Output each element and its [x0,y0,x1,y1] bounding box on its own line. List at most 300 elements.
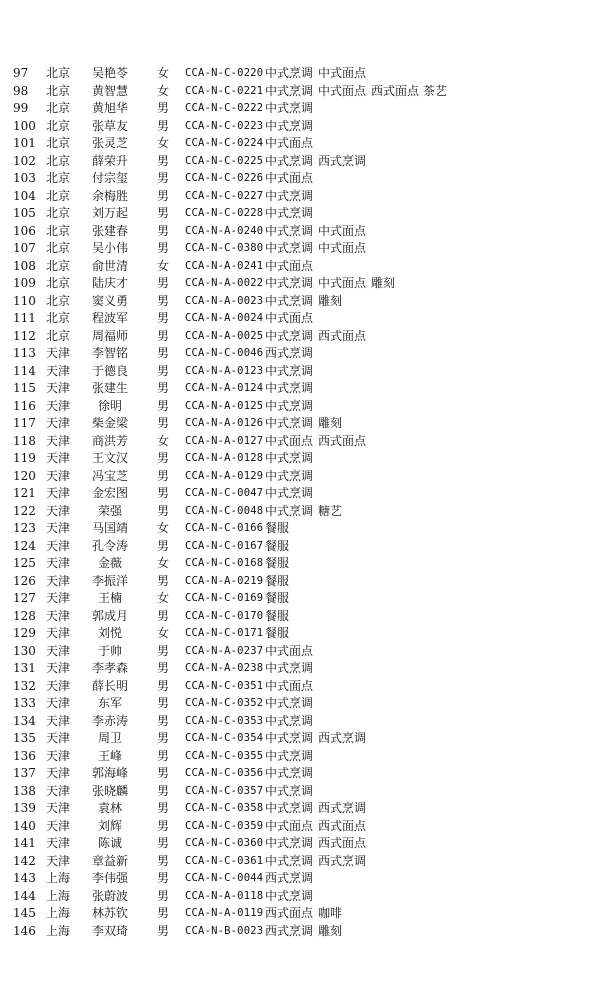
row-skill: 中式烹调 [265,888,314,903]
row-name: 刘辉 [97,818,122,833]
row-skill: 中式烹调 [265,223,314,238]
table-row [0,520,600,538]
row-gender: 男 [157,678,170,693]
row-city: 天津 [46,783,71,798]
row-city: 北京 [46,206,71,220]
row-skill: 西式面点 [318,328,367,343]
row-number: 133 [13,696,36,710]
row-number: 142 [13,853,36,868]
row-number: 99 [13,101,29,115]
row-gender: 男 [157,468,170,483]
table-row [0,888,600,906]
row-certificate-code: CCA-N-A-0127 [185,434,264,447]
row-city: 天津 [46,573,71,588]
row-city: 上海 [46,923,71,938]
row-certificate-code: CCA-N-C-0357 [185,784,264,797]
row-number: 139 [13,801,36,815]
row-certificate-code: CCA-N-C-0226 [185,172,264,184]
row-skill: 中式面点 [265,678,314,693]
row-gender: 男 [157,503,170,518]
table-row [0,380,600,398]
row-number: 120 [13,468,36,483]
row-certificate-code: CCA-N-C-0223 [185,119,264,132]
row-number: 144 [13,888,36,903]
row-certificate-code: CCA-N-C-0358 [185,802,264,814]
row-certificate-code: CCA-N-C-0168 [185,557,264,569]
row-certificate-code: CCA-N-A-0240 [185,224,264,237]
row-skill: 西式烹调 [265,871,314,885]
row-city: 北京 [46,83,71,98]
table-row [0,310,600,328]
row-certificate-code: CCA-N-C-0169 [185,592,264,604]
row-gender: 女 [157,83,170,98]
table-row [0,345,600,363]
row-city: 天津 [46,538,71,553]
row-skill: 中式面点 [318,66,367,80]
row-skill: 西式面点 [318,836,367,850]
row-skill: 中式烹调 [265,381,314,395]
row-number: 124 [13,538,36,553]
row-certificate-code: CCA-N-C-0221 [185,84,264,97]
row-skill: 中式面点 [265,136,314,150]
row-skill: 中式面点 [318,223,367,238]
row-city: 北京 [46,328,71,343]
row-number: 103 [13,171,36,185]
table-row [0,205,600,223]
row-gender: 女 [157,591,170,605]
row-certificate-code: CCA-N-C-0224 [185,137,264,149]
row-skill: 中式烹调 [265,188,314,203]
row-certificate-code: CCA-N-A-0128 [185,452,264,464]
row-gender: 女 [157,521,170,535]
row-city: 北京 [46,293,71,308]
row-city: 天津 [46,416,71,430]
row-skill: 中式烹调 [265,153,314,168]
row-number: 123 [13,521,36,535]
row-certificate-code: CCA-N-C-0170 [185,609,264,622]
table-row [0,783,600,801]
row-name: 李智铭 [91,346,128,360]
row-number: 128 [13,608,36,623]
row-name: 荣强 [97,503,122,518]
row-city: 北京 [46,223,71,238]
table-row [0,625,600,643]
row-skill: 雕刻 [371,276,396,290]
table-row [0,188,600,206]
row-skill: 糖艺 [318,503,343,518]
row-skill: 中式烹调 [265,731,314,745]
row-city: 天津 [46,696,71,710]
row-certificate-code: CCA-N-C-0360 [185,837,264,849]
row-number: 118 [13,433,36,448]
table-row [0,153,600,171]
row-gender: 男 [157,643,170,658]
row-skill: 中式烹调 [265,783,314,798]
table-row [0,503,600,521]
row-skill: 西式面点 [318,818,367,833]
row-city: 天津 [46,801,71,815]
table-row [0,170,600,188]
row-city: 天津 [46,433,71,448]
row-name: 金宏图 [91,486,128,500]
row-gender: 男 [157,276,170,290]
row-gender: 女 [157,136,170,150]
row-skill: 中式烹调 [265,766,314,780]
row-certificate-code: CCA-N-C-0354 [185,732,264,744]
table-row [0,590,600,608]
table-row [0,905,600,923]
row-certificate-code: CCA-N-C-0222 [185,102,264,114]
row-certificate-code: CCA-N-A-0025 [185,329,264,342]
table-row [0,240,600,258]
row-certificate-code: CCA-N-C-0220 [185,67,264,79]
row-gender: 男 [157,363,170,378]
table-row [0,713,600,731]
row-certificate-code: CCA-N-B-0023 [185,924,264,937]
row-skill: 中式面点 [265,171,314,185]
row-skill: 雕刻 [318,416,343,430]
row-name: 郭成月 [91,608,128,623]
row-skill: 中式烹调 [265,206,314,220]
row-skill: 西式烹调 [265,346,314,360]
table-row [0,83,600,101]
row-name: 薛长明 [91,678,128,693]
row-certificate-code: CCA-N-A-0219 [185,574,264,587]
row-gender: 男 [157,416,170,430]
table-row [0,800,600,818]
row-city: 天津 [46,591,71,605]
row-skill: 餐服 [265,573,290,588]
row-gender: 男 [157,573,170,588]
row-name: 李伟强 [91,871,128,885]
row-skill: 西式面点 [371,83,420,98]
row-city: 天津 [46,713,71,728]
row-skill: 中式烹调 [265,661,314,675]
row-gender: 男 [157,153,170,168]
row-city: 上海 [46,906,71,920]
row-name: 柴金梁 [91,416,128,430]
row-number: 129 [13,626,36,640]
row-city: 北京 [46,188,71,203]
row-skill: 西式面点 [265,906,314,920]
row-number: 143 [13,871,36,885]
row-gender: 男 [157,923,170,938]
row-gender: 男 [157,328,170,343]
row-city: 北京 [46,118,71,133]
row-name: 周卫 [97,731,122,745]
row-number: 97 [13,66,29,80]
row-name: 李振洋 [91,573,128,588]
row-number: 134 [13,713,36,728]
row-name: 郭海峰 [91,766,128,780]
row-skill: 中式烹调 [265,503,314,518]
row-city: 天津 [46,503,71,518]
row-skill: 餐服 [265,608,290,623]
table-row [0,765,600,783]
row-number: 132 [13,678,36,693]
row-gender: 男 [157,311,170,325]
row-skill: 中式烹调 [265,468,314,483]
row-skill: 中式烹调 [265,801,314,815]
row-certificate-code: CCA-N-A-0126 [185,417,264,429]
row-skill: 中式面点 [265,818,314,833]
row-city: 天津 [46,381,71,395]
row-skill: 中式烹调 [265,486,314,500]
row-city: 天津 [46,363,71,378]
row-certificate-code: CCA-N-C-0044 [185,872,264,884]
row-name: 吴艳苓 [91,66,128,80]
row-skill: 中式烹调 [265,118,314,133]
row-skill: 中式烹调 [265,276,314,290]
row-gender: 男 [157,451,170,465]
row-skill: 西式面点 [318,433,367,448]
row-gender: 男 [157,538,170,553]
row-skill: 餐服 [265,591,290,605]
table-row [0,853,600,871]
row-number: 100 [13,118,36,133]
row-city: 北京 [46,136,71,150]
row-number: 137 [13,766,36,780]
row-gender: 男 [157,101,170,115]
table-row [0,835,600,853]
row-name: 刘万起 [91,206,128,220]
row-city: 天津 [46,486,71,500]
row-number: 111 [13,311,36,325]
table-row [0,135,600,153]
row-skill: 茶艺 [423,83,448,98]
row-gender: 男 [157,241,170,255]
row-city: 北京 [46,258,71,273]
row-certificate-code: CCA-N-A-0023 [185,294,264,307]
row-certificate-code: CCA-N-C-0047 [185,487,264,499]
row-certificate-code: CCA-N-A-0022 [185,277,264,289]
row-certificate-code: CCA-N-C-0228 [185,207,264,219]
row-number: 101 [13,136,36,150]
row-certificate-code: CCA-N-A-0118 [185,889,264,902]
row-city: 天津 [46,451,71,465]
row-name: 李双琦 [91,923,128,938]
row-gender: 男 [157,871,170,885]
row-city: 天津 [46,398,71,413]
table-row [0,293,600,311]
row-number: 131 [13,661,36,675]
row-certificate-code: CCA-N-C-0355 [185,749,264,762]
row-certificate-code: CCA-N-C-0167 [185,539,264,552]
row-gender: 男 [157,118,170,133]
row-certificate-code: CCA-N-C-0048 [185,504,264,517]
row-number: 102 [13,153,36,168]
row-name: 王楠 [97,591,122,605]
table-row [0,538,600,556]
row-name: 袁林 [97,801,122,815]
row-name: 林苏钦 [91,906,128,920]
table-row [0,643,600,661]
row-gender: 男 [157,486,170,500]
row-number: 109 [13,276,36,290]
row-skill: 中式面点 [318,276,367,290]
row-skill: 雕刻 [318,923,343,938]
table-row [0,100,600,118]
row-gender: 女 [157,258,170,273]
row-skill: 中式烹调 [265,66,314,80]
row-gender: 男 [157,188,170,203]
row-gender: 男 [157,818,170,833]
row-gender: 男 [157,906,170,920]
table-row [0,730,600,748]
row-certificate-code: CCA-N-C-0361 [185,854,264,867]
row-name: 黄智慧 [91,83,128,98]
row-gender: 男 [157,748,170,763]
row-skill: 餐服 [265,626,290,640]
row-gender: 男 [157,783,170,798]
row-certificate-code: CCA-N-A-0129 [185,469,264,482]
table-row [0,398,600,416]
row-name: 刘悦 [97,626,122,640]
row-number: 106 [13,223,36,238]
row-certificate-code: CCA-N-A-0119 [185,907,264,919]
row-skill: 中式烹调 [265,416,314,430]
row-name: 张草友 [91,118,128,133]
row-number: 98 [13,83,29,98]
row-number: 114 [13,363,36,378]
row-name: 张建春 [91,223,128,238]
row-gender: 男 [157,713,170,728]
row-skill: 餐服 [265,521,290,535]
row-skill: 中式烹调 [265,836,314,850]
row-certificate-code: CCA-N-C-0356 [185,767,264,779]
row-gender: 男 [157,661,170,675]
row-name: 冯宝芝 [91,468,128,483]
row-city: 天津 [46,748,71,763]
row-name: 东军 [97,696,122,710]
row-city: 北京 [46,311,71,325]
row-skill: 雕刻 [318,293,343,308]
row-certificate-code: CCA-N-C-0171 [185,627,264,639]
row-name: 周福师 [91,328,128,343]
row-certificate-code: CCA-N-C-0046 [185,347,264,359]
row-gender: 女 [157,66,170,80]
row-gender: 男 [157,766,170,780]
row-gender: 男 [157,836,170,850]
row-number: 113 [13,346,36,360]
row-name: 张蔚波 [91,888,128,903]
row-number: 119 [13,451,36,465]
table-row [0,450,600,468]
row-certificate-code: CCA-N-A-0237 [185,644,264,657]
row-skill: 中式烹调 [265,363,314,378]
row-skill: 餐服 [265,538,290,553]
row-name: 窦义勇 [91,293,128,308]
row-city: 天津 [46,556,71,570]
row-skill: 西式烹调 [265,923,314,938]
row-skill: 咖啡 [318,906,343,920]
row-name: 吴小伟 [91,241,128,255]
row-city: 上海 [46,888,71,903]
row-skill: 中式面点 [265,258,314,273]
row-skill: 中式烹调 [265,83,314,98]
row-gender: 男 [157,608,170,623]
table-row [0,660,600,678]
table-row [0,65,600,83]
row-name: 张灵芝 [91,136,128,150]
row-gender: 男 [157,696,170,710]
row-name: 程波军 [91,311,128,325]
row-city: 天津 [46,468,71,483]
row-certificate-code: CCA-N-C-0359 [185,819,264,832]
table-row [0,923,600,941]
row-name: 张晓麟 [91,783,128,798]
row-skill: 中式烹调 [265,713,314,728]
row-name: 张建生 [91,381,128,395]
row-skill: 中式烹调 [265,853,314,868]
row-number: 104 [13,188,36,203]
row-city: 天津 [46,643,71,658]
row-name: 章益新 [91,853,128,868]
row-gender: 男 [157,801,170,815]
row-certificate-code: CCA-N-A-0124 [185,382,264,394]
row-skill: 西式烹调 [318,801,367,815]
row-certificate-code: CCA-N-C-0353 [185,714,264,727]
row-gender: 男 [157,888,170,903]
row-name: 马国靖 [91,521,128,535]
row-city: 天津 [46,678,71,693]
row-number: 110 [13,293,36,308]
row-city: 天津 [46,346,71,360]
row-skill: 中式烹调 [265,748,314,763]
table-row [0,608,600,626]
table-row [0,468,600,486]
table-row [0,870,600,888]
row-skill: 中式面点 [265,311,314,325]
row-name: 李孝森 [91,661,128,675]
row-city: 北京 [46,66,71,80]
row-city: 北京 [46,276,71,290]
row-skill: 中式烹调 [265,451,314,465]
table-row [0,678,600,696]
row-number: 125 [13,556,36,570]
table-row [0,328,600,346]
row-skill: 餐服 [265,556,290,570]
table-row [0,118,600,136]
row-gender: 男 [157,206,170,220]
row-name: 俞世清 [91,258,128,273]
row-number: 107 [13,241,36,255]
row-number: 141 [13,836,36,850]
row-skill: 中式面点 [318,241,367,255]
row-number: 115 [13,381,36,395]
row-name: 陈诚 [97,836,122,850]
row-name: 王峰 [97,748,122,763]
table-row [0,695,600,713]
row-gender: 男 [157,171,170,185]
row-skill: 中式烹调 [265,328,314,343]
row-certificate-code: CCA-N-A-0125 [185,399,264,412]
row-skill: 中式面点 [265,643,314,658]
row-certificate-code: CCA-N-A-0238 [185,662,264,674]
row-number: 146 [13,923,36,938]
row-skill: 西式烹调 [318,731,367,745]
row-name: 黄旭华 [91,101,128,115]
row-name: 李赤涛 [91,713,128,728]
row-certificate-code: CCA-N-A-0123 [185,364,264,377]
row-number: 116 [13,398,36,413]
row-name: 于帅 [97,643,122,658]
row-certificate-code: CCA-N-C-0352 [185,697,264,709]
row-number: 127 [13,591,36,605]
row-name: 孔令涛 [91,538,128,553]
row-city: 北京 [46,101,71,115]
row-name: 金薇 [97,556,122,570]
